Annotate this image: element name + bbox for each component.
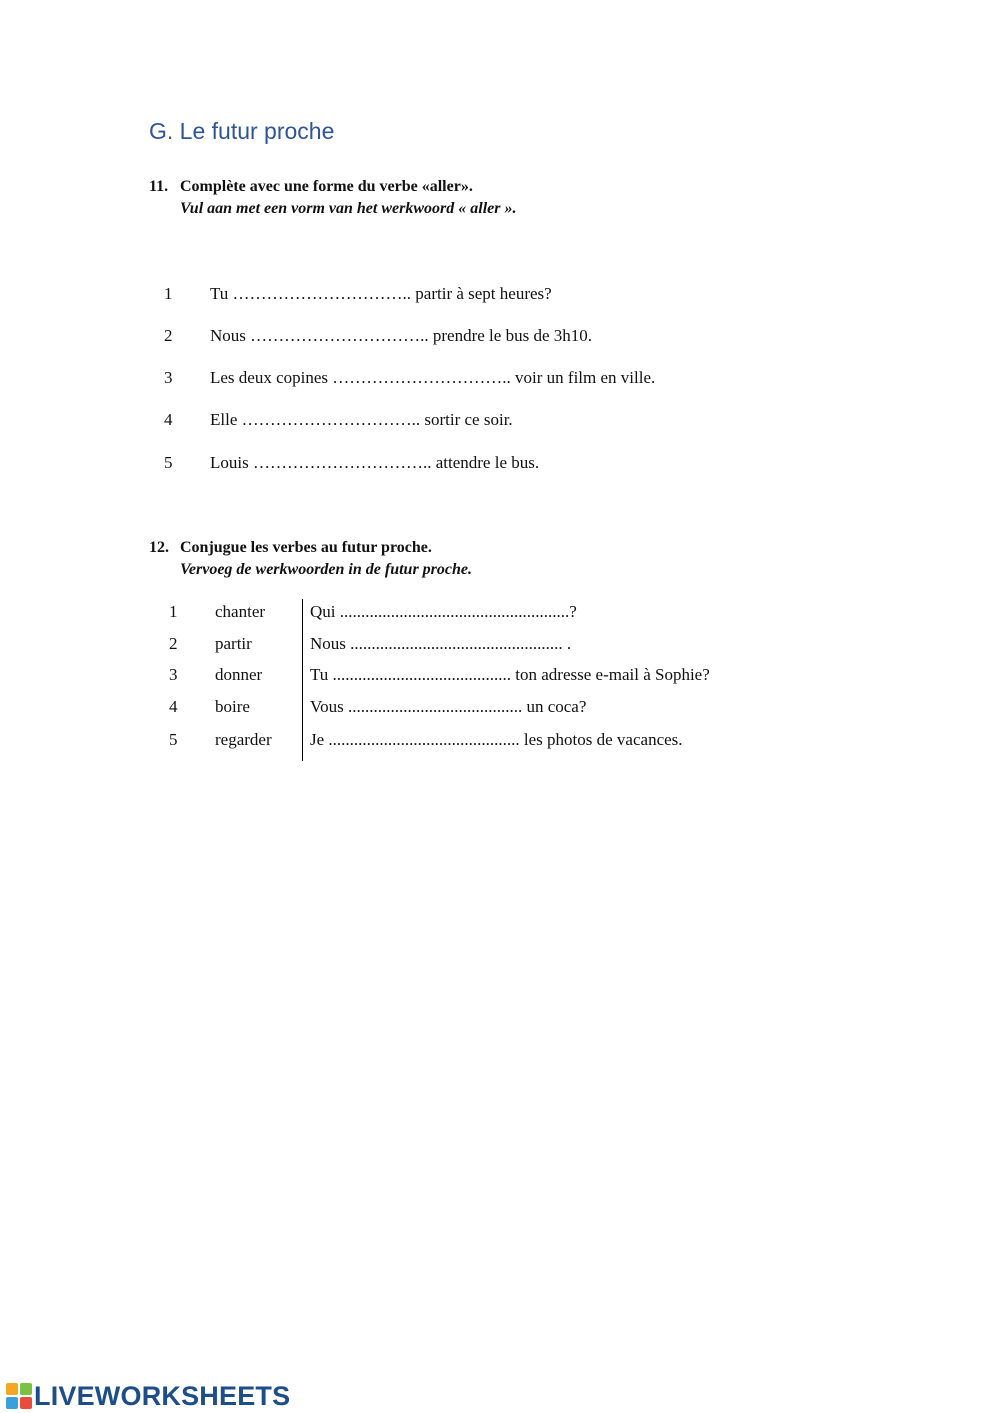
item-number: 4 xyxy=(164,410,173,429)
list-item xyxy=(0,326,1000,348)
logo-text: LIVEWORKSHEETS xyxy=(34,1380,291,1411)
list-item xyxy=(0,410,1000,432)
liveworksheets-logo-icon xyxy=(6,1383,32,1409)
item-verb: boire xyxy=(215,697,250,716)
item-sentence: Qui ......................................................? xyxy=(310,602,577,621)
item-verb: regarder xyxy=(215,730,272,749)
item-number: 2 xyxy=(164,326,173,345)
item-verb: chanter xyxy=(215,602,266,621)
item-number: 5 xyxy=(164,453,173,472)
exercise-number: 11. xyxy=(149,178,169,195)
item-number: 5 xyxy=(169,730,178,749)
item-sentence: Elle ………………………….. sortir ce soir. xyxy=(210,410,513,429)
item-number: 1 xyxy=(164,284,173,303)
table-row xyxy=(0,730,1000,754)
item-sentence: Louis ………………………….. attendre le bus. xyxy=(210,453,540,472)
section-title: G. Le futur proche xyxy=(149,118,335,144)
column-divider xyxy=(302,599,303,761)
instruction-french: Conjugue les verbes au futur proche. xyxy=(180,539,432,556)
instruction-french: Complète avec une forme du verbe «aller». xyxy=(180,178,473,195)
item-sentence: Les deux copines ………………………….. voir un film en ville. xyxy=(210,368,656,387)
item-sentence: Tu .......................................... ton adresse e-mail à Sophie? xyxy=(310,665,710,684)
item-sentence: Vous ......................................... un coca? xyxy=(310,697,587,716)
liveworksheets-logo[interactable] xyxy=(6,1381,290,1411)
instruction-dutch: Vervoeg de werkwoorden in de futur proche. xyxy=(180,561,472,578)
item-sentence: Nous ………………………….. prendre le bus de 3h10. xyxy=(210,326,592,345)
list-item xyxy=(0,284,1000,306)
table-row xyxy=(0,634,1000,658)
item-number: 4 xyxy=(169,697,178,716)
table-row xyxy=(0,602,1000,626)
item-verb: partir xyxy=(215,634,252,653)
instruction-dutch: Vul aan met een vorm van het werkwoord « aller ». xyxy=(180,200,517,217)
table-row xyxy=(0,665,1000,689)
item-number: 3 xyxy=(164,368,173,387)
table-row xyxy=(0,697,1000,721)
list-item xyxy=(0,453,1000,475)
item-verb: donner xyxy=(215,665,263,684)
item-sentence: Tu ………………………….. partir à sept heures? xyxy=(210,284,552,303)
item-number: 1 xyxy=(169,602,178,621)
list-item xyxy=(0,368,1000,390)
item-number: 2 xyxy=(169,634,178,653)
item-sentence: Je ............................................. les photos de vacances. xyxy=(310,730,683,749)
item-sentence: Nous .................................................. . xyxy=(310,634,572,653)
item-number: 3 xyxy=(169,665,178,684)
exercise-number: 12. xyxy=(149,539,169,556)
